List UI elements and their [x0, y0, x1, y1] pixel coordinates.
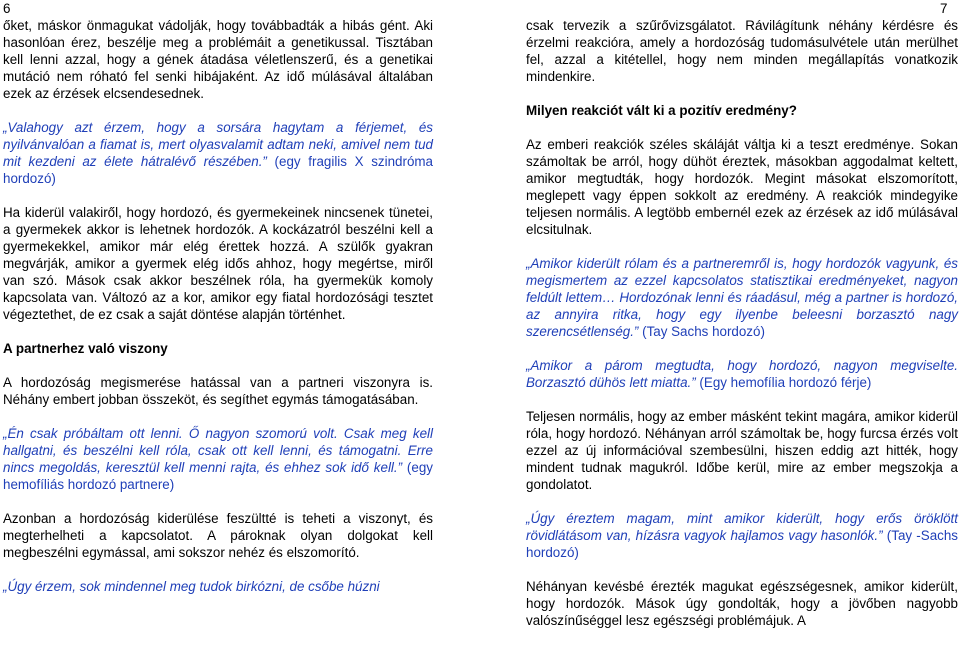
quote-text: „Amikor kiderült rólam és a partneremről is, hogy hordozók vagyunk, és megismertem az ezzel kapcsolatos statisztikai eredményeket, nagyon feldúlt lettem… Hordozónak lenni és ráadásul, még a partner is hordozó, az annyira ritka, hogy egy ilyenbe beleesni borzasztó nagy szerencsétlenség.” — [526, 256, 958, 339]
quote-text: „Úgy érzem, sok mindennel meg tudok birkózni, de csőbe húzni — [3, 579, 380, 594]
paragraph: Teljesen normális, hogy az ember másként tekint magára, amikor kiderül róla, hogy hordozó. Néhányan arról számoltak be, hogy furcsa érzés volt ezzel az új információval szembesülni, hiszen eddig azt hitték, hogy mindent tudnak magukról. Időbe kerül, mire az ember megszokja a gondolatot. — [526, 409, 958, 492]
quote-source: (egy fragilis X szindróma hordozó) — [3, 154, 434, 186]
paragraph: Az emberi reakciók széles skáláját váltja ki a teszt eredménye. Sokan számoltak be arról, hogy dühöt éreztek, másokban aggodalmat keltett, amikor megtudták, hogy hordozók. Megint másokat elszomorított, meglepett vagy éppen sokkolt az eredmény. A reakciók mindegyike teljesen normális. A legtöbb embernél ezek az érzések az idő múlásával elcsitulnak. — [526, 137, 958, 237]
quote-paragraph — [3, 425, 433, 493]
quote-paragraph — [526, 255, 958, 340]
quote-source: (Egy hemofília hordozó férje) — [695, 375, 872, 390]
paragraph: csak tervezik a szűrővizsgálatot. Rávilágítunk néhány kérdésre és érzelmi reakcióra, amely a hordozóság tudomásulvétele után merülhet fel, azzal a kitétellel, hogy nem minden megállapítás vonatkozik mindenkire. — [526, 18, 958, 84]
quote-paragraph — [3, 119, 433, 187]
quote-text: „Úgy éreztem magam, mint amikor kiderült, hogy erős öröklött rövidlátásom van, hízásra vagyok hajlamos vagy hasonlók.” — [526, 511, 958, 543]
paragraph: A hordozóság megismerése hatással van a partneri viszonyra is. Néhány embert jobban összeköt, és segíthet egymás támogatásában. — [3, 375, 433, 407]
paragraph: Néhányan kevésbé érezték magukat egészségesnek, amikor kiderült, hogy hordozók. Mások úgy gondolták, hogy a jövőben nagyobb valószínűséggel lesz egészségi problémájuk. A — [526, 579, 958, 628]
quote-text: „Valahogy azt érzem, hogy a sorsára hagytam a férjemet, és nyilvánvalóan a fiamat is, mert olyasvalamit adtam neki, amivel nem tud mit kezdeni az élete hátralévő részében.” — [3, 120, 433, 169]
left-column — [3, 17, 433, 595]
section-heading: A partnerhez való viszony — [3, 341, 168, 356]
quote-paragraph — [526, 510, 958, 561]
quote-source: (Tay Sachs hordozó) — [638, 324, 765, 339]
quote-text: „Én csak próbáltam ott lenni. Ő nagyon szomorú volt. Csak meg kell hallgatni, és beszélni kell róla, csak ott kell lenni, és támogatni. Erre nincs megoldás, keresztül kell menni rajta, és ehhez sok idő kell.” — [3, 426, 433, 475]
quote-text: „Amikor a párom megtudta, hogy hordozó, nagyon megviselte. Borzasztó dühös lett miatta.” — [526, 358, 958, 390]
quote-source: (egy hemofíliás hordozó partnere) — [3, 460, 433, 492]
quote-paragraph — [3, 578, 433, 595]
quote-paragraph — [526, 357, 958, 391]
paragraph: Ha kiderül valakiről, hogy hordozó, és gyermekeinek nincsenek tünetei, a gyermekek akkor is lehetnek hordozók. A kockázatról beszélni kell a gyermekekkel, amikor már elég érettek hozzá. A szülők gyakran megvárják, amikor a gyermek elég idős ahhoz, hogy megértse, miről van szó. Mások csak akkor beszélnek róla, ha gyermekük komoly kapcsolata van. Változó az a kor, amikor egy fiatal hordozósági tesztet végeztethet, de ez csak a saját döntése alapján történhet. — [3, 205, 433, 322]
right-column — [526, 17, 958, 629]
page-number-right: 7 — [940, 1, 948, 16]
paragraph: Azonban a hordozóság kiderülése feszültté is teheti a viszonyt, és megterhelheti a kapcsolatot. A pároknak olyan dolgokat kell megbeszélni egymással, ami sokszor nehéz és elszomorító. — [3, 511, 433, 560]
quote-source: (Tay -Sachs hordozó) — [526, 528, 958, 560]
page-number-left: 6 — [3, 1, 11, 16]
paragraph: őket, máskor önmagukat vádolják, hogy továbbadták a hibás gént. Aki hasonlóan érez, beszélje meg a problémáit a genetikussal. Tisztában kell lenni azzal, hogy a gének átadása véletlenszerű, és a genetikai mutáció nem róható fel senki hibájaként. Az idő múlásával általában ezek az érzések elcsendesednek. — [3, 18, 433, 101]
section-heading: Milyen reakciót vált ki a pozitív eredmény? — [526, 103, 797, 118]
